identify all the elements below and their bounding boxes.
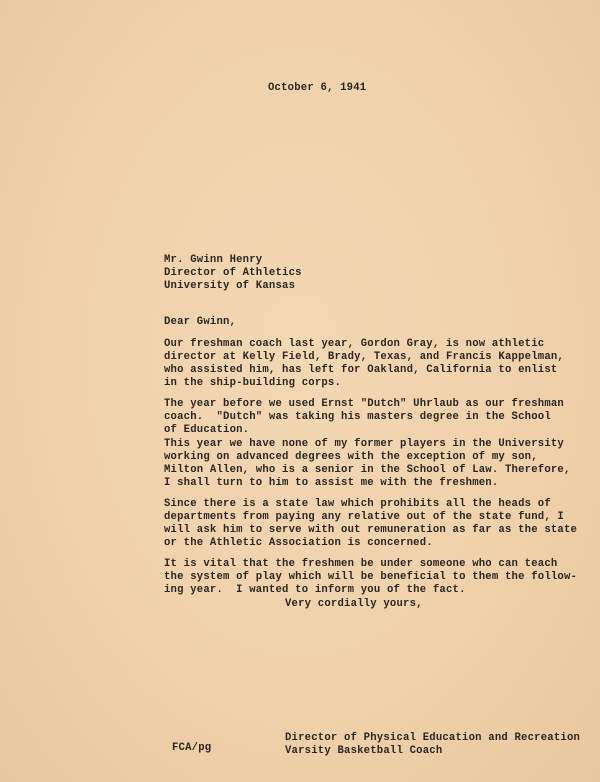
paragraph-line: director at Kelly Field, Brady, Texas, and Francis Kappelman, — [164, 351, 564, 363]
signature-block — [285, 732, 580, 758]
signature-title: Varsity Basketball Coach — [285, 745, 443, 757]
recipient-name: Mr. Gwinn Henry — [164, 254, 263, 266]
recipient-institution: University of Kansas — [164, 280, 296, 292]
paragraph-line: who assisted him, has left for Oakland, California to enlist — [164, 364, 558, 376]
paragraph-line: I shall turn to him to assist me with the freshmen. — [164, 477, 499, 489]
typist-initials — [172, 742, 211, 755]
signature-title: Director of Physical Education and Recreation — [285, 732, 581, 744]
closing — [285, 598, 423, 611]
paragraph-line: will ask him to serve with out remuneration as far as the state — [164, 524, 578, 536]
paragraph-line: ing year. I wanted to inform you of the fact. — [164, 584, 466, 596]
paragraph-line: working on advanced degrees with the exception of my son, — [164, 451, 538, 463]
paragraph-line: Since there is a state law which prohibits all the heads of — [164, 498, 551, 510]
recipient-title: Director of Athletics — [164, 267, 302, 279]
closing-text: Very cordially yours, — [285, 598, 423, 610]
paragraph-line: departments from paying any relative out of the state fund, I — [164, 511, 564, 523]
paragraph-line: The year before we used Ernst "Dutch" Uhrlaub as our freshman — [164, 398, 564, 410]
paragraph-line: Our freshman coach last year, Gordon Gray, is now athletic — [164, 338, 545, 350]
paragraph-line: in the ship-building corps. — [164, 377, 342, 389]
paragraph-2 — [164, 398, 564, 437]
paragraph-line: or the Athletic Association is concerned. — [164, 537, 433, 549]
paragraph-line: This year we have none of my former players in the University — [164, 438, 564, 450]
paragraph-line: It is vital that the freshmen be under someone who can teach — [164, 558, 558, 570]
paragraph-3 — [164, 438, 571, 490]
paragraph-5 — [164, 558, 578, 597]
paragraph-4 — [164, 498, 578, 550]
recipient-address — [164, 254, 302, 293]
paragraph-1 — [164, 338, 564, 390]
paragraph-line: Milton Allen, who is a senior in the School of Law. Therefore, — [164, 464, 571, 476]
salutation — [164, 316, 236, 329]
letter-date — [268, 82, 366, 95]
paragraph-line: of Education. — [164, 424, 250, 436]
paragraph-line: coach. "Dutch" was taking his masters degree in the School — [164, 411, 551, 423]
date-text: October 6, 1941 — [268, 82, 367, 94]
salutation-text: Dear Gwinn, — [164, 316, 237, 328]
initials-text: FCA/pg — [172, 742, 212, 754]
paragraph-line: the system of play which will be beneficial to them the follow- — [164, 571, 578, 583]
